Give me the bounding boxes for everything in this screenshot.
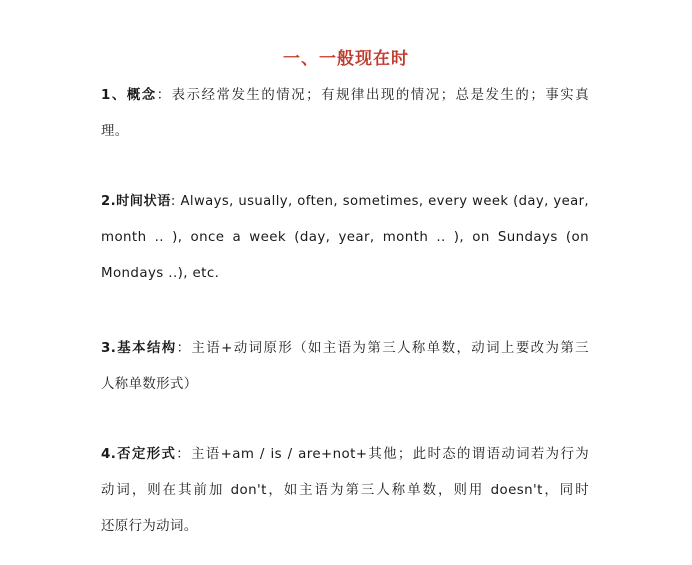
time-adverbial-paragraph [101, 184, 589, 292]
negative-form-paragraph [101, 437, 589, 545]
basic-structure-paragraph [101, 331, 589, 403]
concept-label: 1、概念 [101, 88, 157, 103]
paragraph-line [101, 184, 589, 220]
paragraph-line: 理。 [101, 124, 129, 139]
paragraph-line: 动词，则在其前加 don't，如主语为第三人称单数，则用 doesn't，同时 [101, 483, 589, 498]
paragraph-line: month .. ), once a week (day, year, month .. ), on Sundays (on [101, 230, 589, 245]
basic-structure-label: 3.基本结构 [101, 341, 177, 356]
concept-paragraph [101, 78, 589, 150]
paragraph-line [101, 78, 589, 114]
label-separator: : [170, 194, 176, 209]
section-title: 一、一般现在时 [283, 49, 409, 69]
paragraph-text: 主语+am / is / are+not+其他；此时态的谓语动词若为行为 [191, 447, 590, 462]
negative-form-label: 4.否定形式 [101, 447, 177, 462]
paragraph-line: Mondays ..), etc. [101, 266, 220, 281]
label-separator: ： [156, 88, 172, 103]
paragraph-line: 还原行为动词。 [101, 519, 198, 534]
paragraph-line [101, 437, 589, 473]
label-separator: ： [176, 447, 192, 462]
paragraph-line [101, 331, 589, 367]
time-adverbial-label: 2.时间状语 [101, 194, 171, 209]
paragraph-text: 主语+动词原形（如主语为第三人称单数，动词上要改为第三 [191, 341, 589, 356]
label-separator: ： [176, 341, 192, 356]
paragraph-text: 表示经常发生的情况；有规律出现的情况；总是发生的；事实真 [171, 88, 589, 103]
paragraph-line: 人称单数形式） [101, 377, 198, 392]
paragraph-text: Always, usually, often, sometimes, every week (day, year, [180, 194, 589, 209]
